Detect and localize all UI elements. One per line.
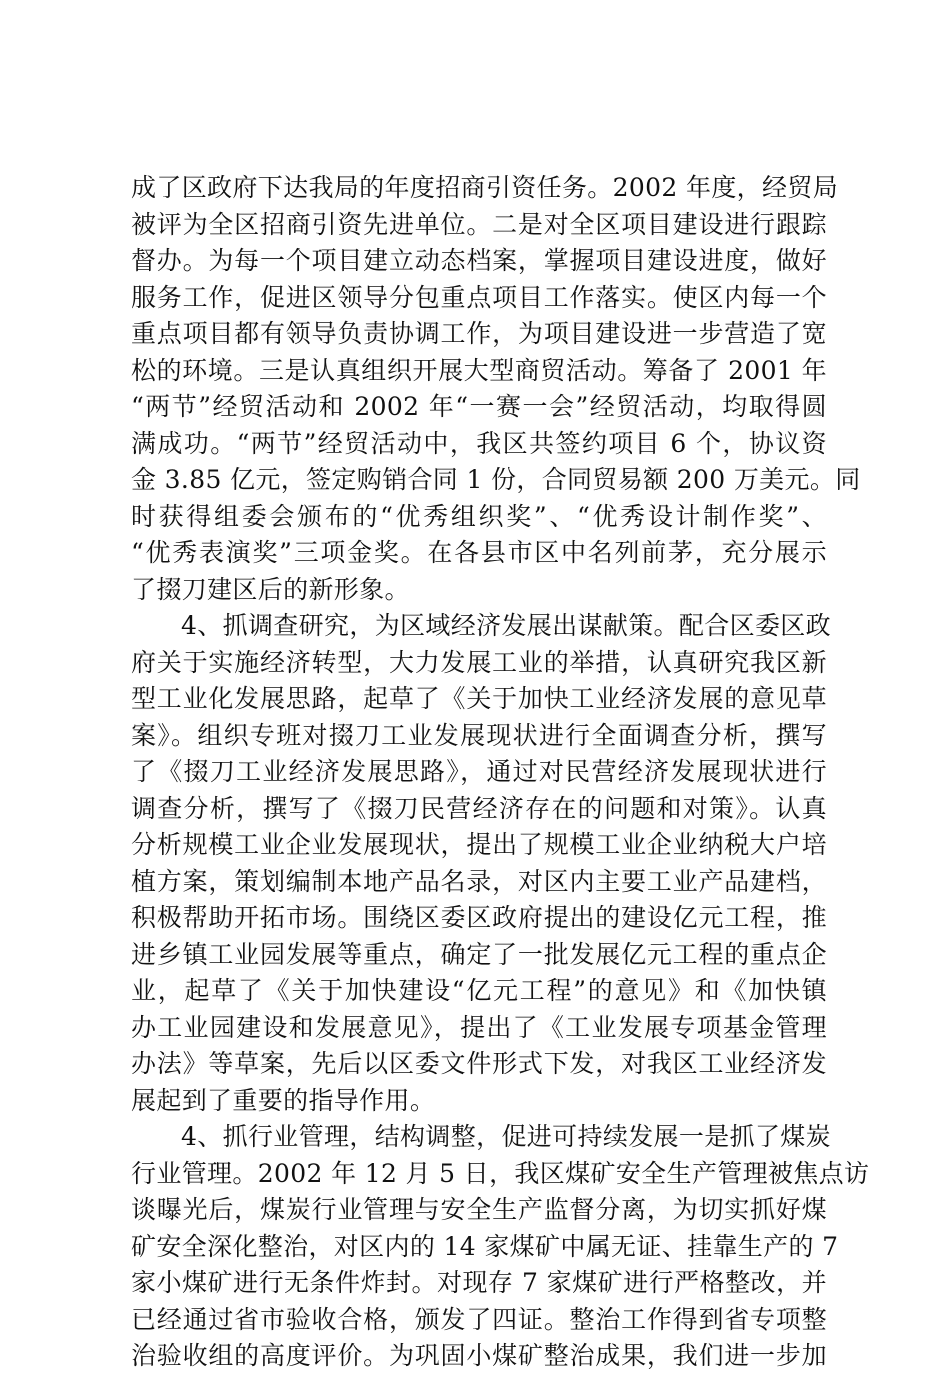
paragraph-end-line: 了掇刀建区后的新形象。 xyxy=(131,574,410,604)
paragraph-start-line: 4、抓行业管理，结构调整，促进可持续发展一是抓了煤炭 xyxy=(181,1122,832,1151)
text-line: 了《掇刀工业经济发展思路》，通过对民营经济发展现状进行 xyxy=(131,757,827,786)
text-line: 被评为全区招商引资先进单位。二是对全区项目建设进行跟踪 xyxy=(131,209,827,239)
text-line: 满成功。“两节”经贸活动中，我区共签约项目 6 个，协议资 xyxy=(131,428,827,458)
text-line: 治验收组的高度评价。为巩固小煤矿整治成果，我们进一步加 xyxy=(131,1341,827,1370)
text-line: “两节”经贸活动和 2002 年“一赛一会”经贸活动，均取得圆 xyxy=(131,392,827,421)
text-line: 府关于实施经济转型，大力发展工业的举措，认真研究我区新 xyxy=(131,647,827,677)
text-line: 服务工作，促进区领导分包重点项目工作落实。使区内每一个 xyxy=(131,282,827,312)
text-line: 调查分析，撰写了《掇刀民营经济存在的问题和对策》。认真 xyxy=(131,793,827,823)
text-line: 已经通过省市验收合格，颁发了四证。整治工作得到省专项整 xyxy=(131,1304,827,1334)
text-line: 松的环境。三是认真组织开展大型商贸活动。筹备了 2001 年 xyxy=(131,355,827,385)
text-line: 谈曝光后，煤炭行业管理与安全生产监督分离，为切实抓好煤 xyxy=(131,1195,827,1224)
text-line: “优秀表演奖”三项金奖。在各县市区中名列前茅，充分展示 xyxy=(131,538,827,567)
paragraph-end-line: 展起到了重要的指导作用。 xyxy=(131,1085,436,1115)
text-line: 型工业化发展思路，起草了《关于加快工业经济发展的意见草 xyxy=(131,684,827,713)
text-line: 分析规模工业企业发展现状，提出了规模工业企业纳税大户培 xyxy=(131,830,827,859)
text-line: 积极帮助开拓市场。围绕区委区政府提出的建设亿元工程，推 xyxy=(131,903,827,932)
text-line: 成了区政府下达我局的年度招商引资任务。2002 年度，经贸局 xyxy=(131,173,839,202)
text-line: 进乡镇工业园发展等重点，确定了一批发展亿元工程的重点企 xyxy=(131,939,827,969)
text-line: 业，起草了《关于加快建设“亿元工程”的意见》和《加快镇 xyxy=(131,976,827,1005)
text-line: 办工业园建设和发展意见》，提出了《工业发展专项基金管理 xyxy=(131,1012,827,1042)
text-line: 案》。组织专班对掇刀工业发展现状进行全面调查分析，撰写 xyxy=(131,720,827,750)
text-line: 重点项目都有领导负责协调工作，为项目建设进一步营造了宽 xyxy=(131,319,827,348)
text-line: 矿安全深化整治，对区内的 14 家煤矿中属无证、挂靠生产的 7 xyxy=(131,1231,839,1261)
text-line: 时获得组委会颁布的“优秀组织奖”、“优秀设计制作奖”、 xyxy=(131,501,827,531)
text-line: 家小煤矿进行无条件炸封。对现存 7 家煤矿进行严格整改，并 xyxy=(131,1268,827,1297)
text-line: 金 3.85 亿元，签定购销合同 1 份，合同贸易额 200 万美元。同 xyxy=(131,465,861,494)
text-line: 督办。为每一个项目建立动态档案，掌握项目建设进度，做好 xyxy=(131,246,827,275)
text-line: 办法》等草案，先后以区委文件形式下发，对我区工业经济发 xyxy=(131,1049,827,1078)
paragraph-start-line: 4、抓调查研究，为区域经济发展出谋献策。配合区委区政 xyxy=(181,611,832,640)
text-line: 植方案，策划编制本地产品名录，对区内主要工业产品建档， xyxy=(131,866,827,896)
text-line: 行业管理。2002 年 12 月 5 日，我区煤矿安全生产管理被焦点访 xyxy=(131,1158,870,1188)
body-text xyxy=(131,170,870,1375)
